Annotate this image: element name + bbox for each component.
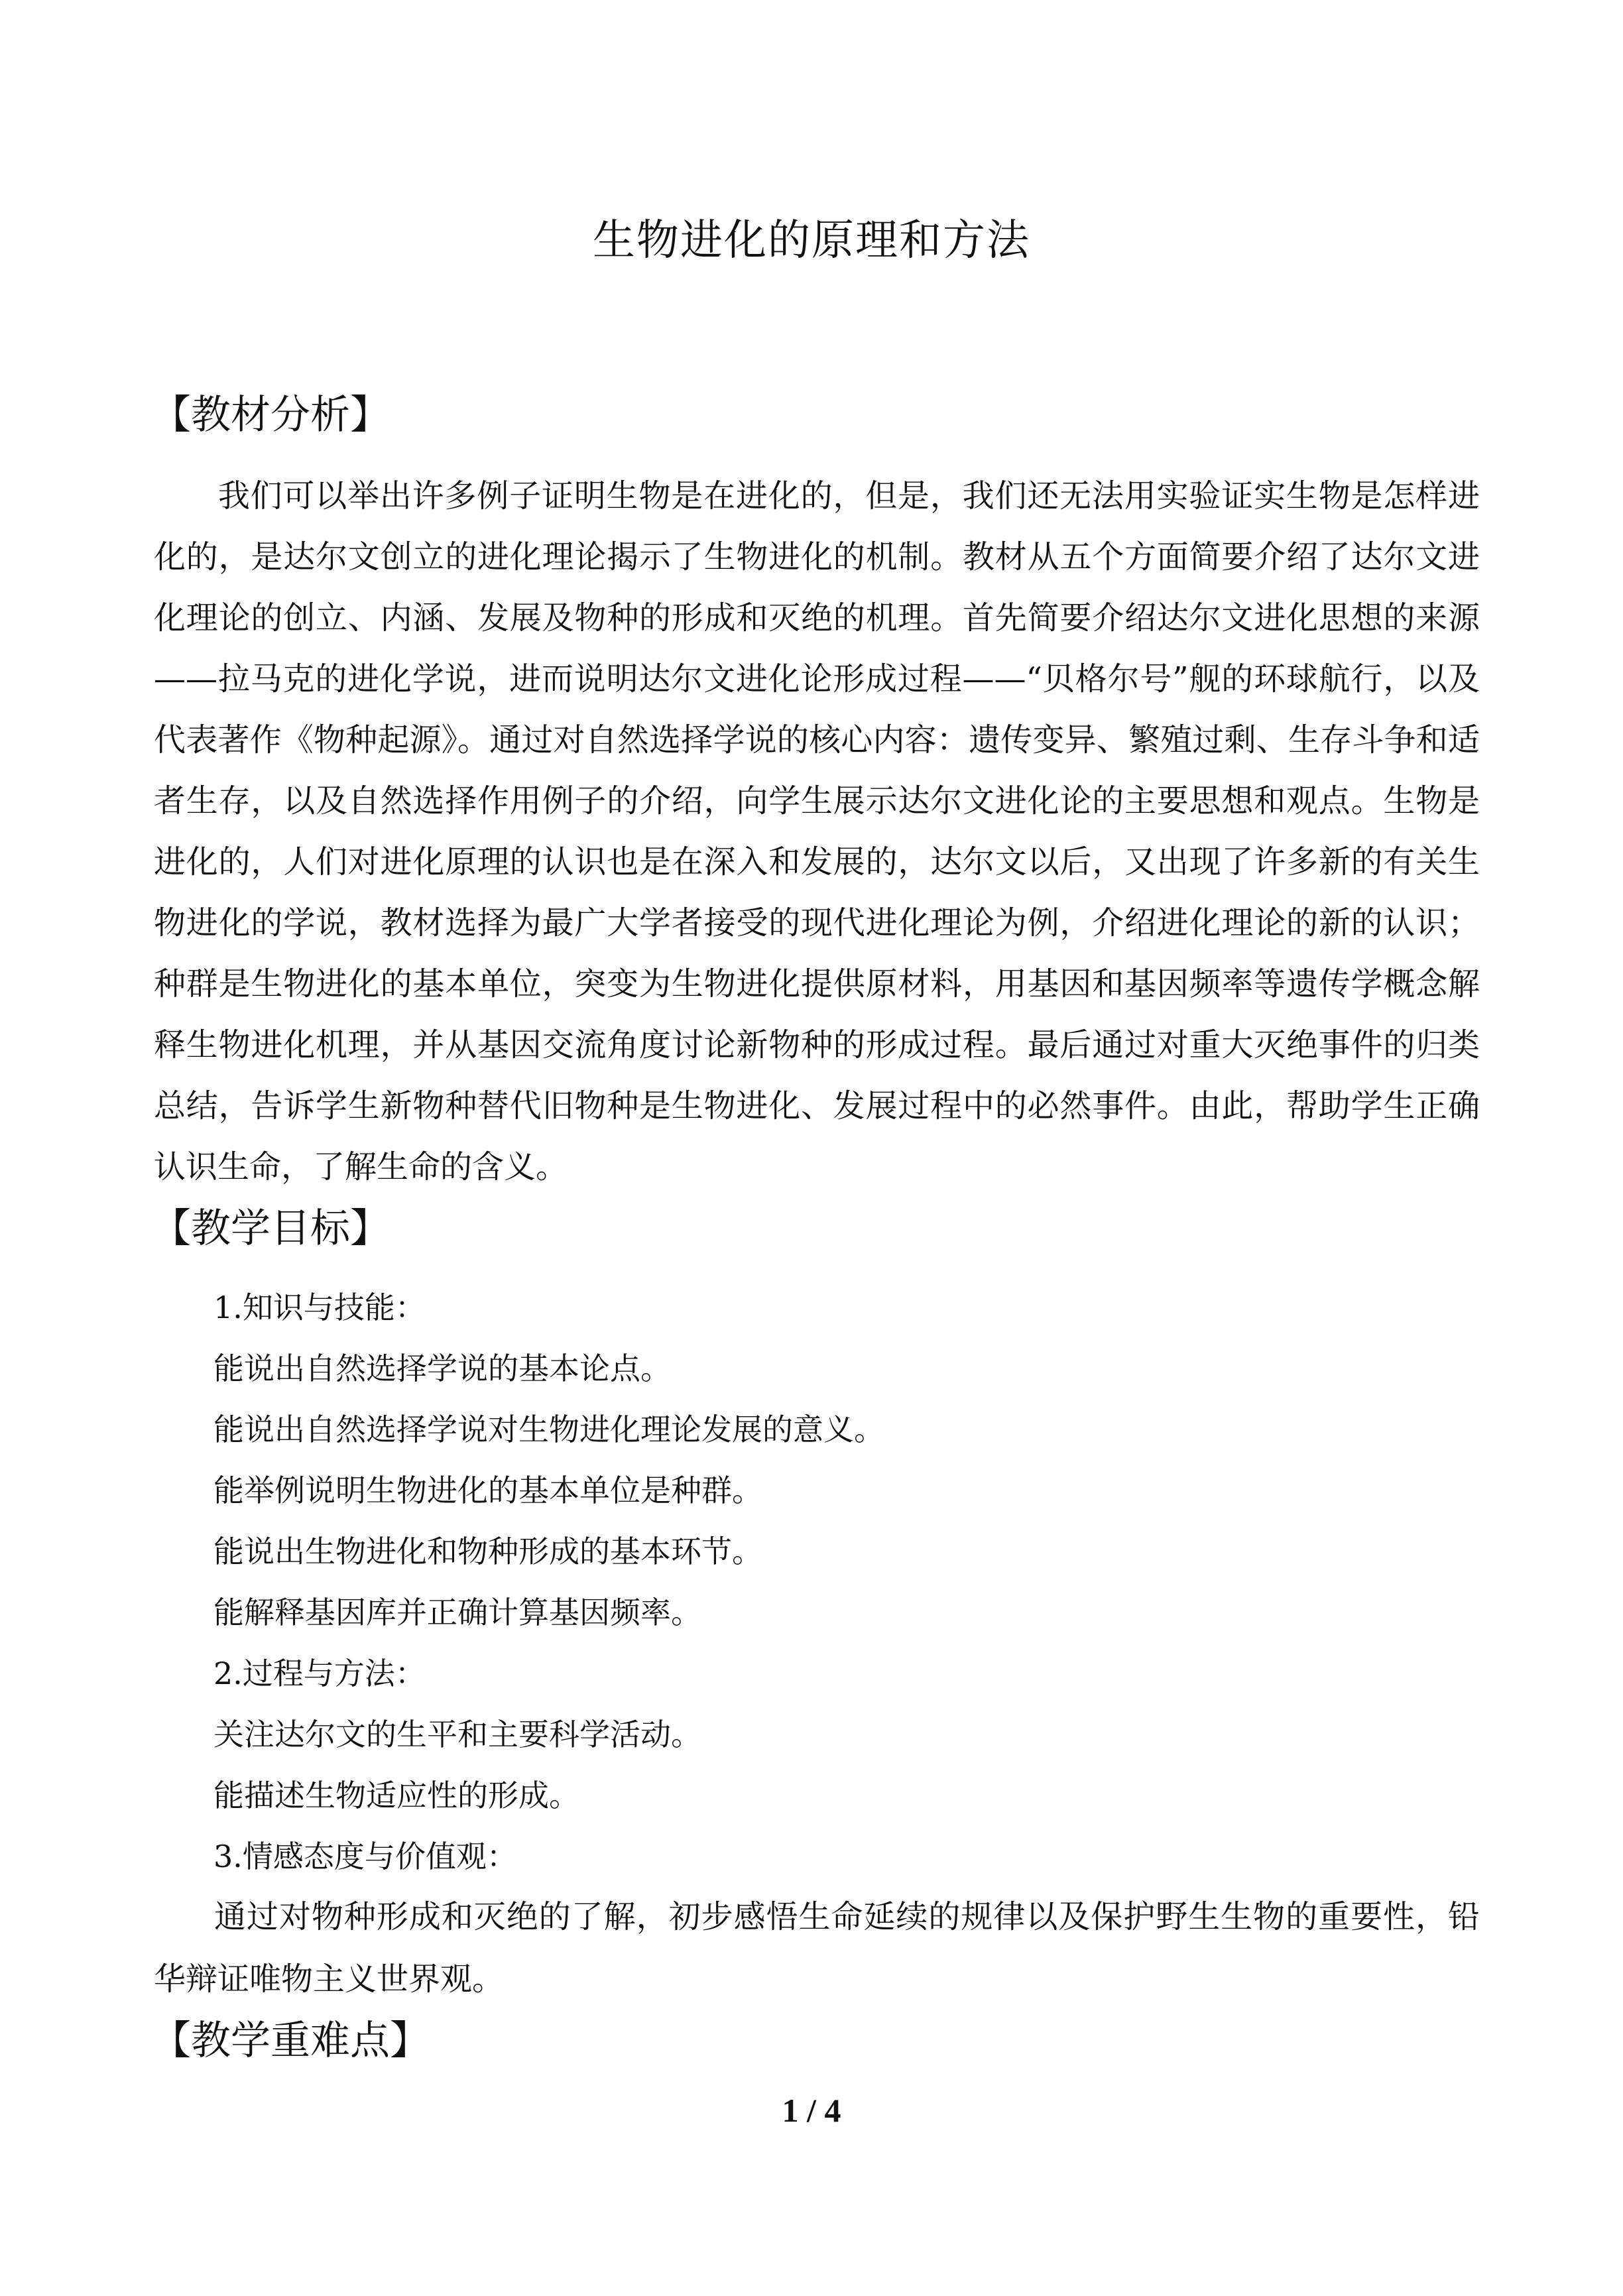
analysis-paragraph: [154, 465, 1480, 1197]
objective-item: 1.知识与技能：: [213, 1290, 426, 1325]
objective-item: 能说出自然选择学说对生物进化理论发展的意义。: [213, 1412, 884, 1447]
page-number: 1 / 4: [782, 2092, 841, 2129]
objective-item: 能说出自然选择学说的基本论点。: [213, 1351, 671, 1386]
section-heading-analysis: 【教材分析】: [151, 392, 390, 438]
document-title: 生物进化的原理和方法: [593, 216, 1030, 265]
objective-item: 能说出生物进化和物种形成的基本环节。: [213, 1534, 762, 1569]
section-heading-key-points: 【教学重难点】: [151, 2018, 430, 2064]
objective-item: 关注达尔文的生平和主要科学活动。: [213, 1717, 701, 1752]
objective-item: 2.过程与方法：: [213, 1656, 426, 1691]
objectives-last-paragraph: [154, 1886, 1480, 2010]
objectives-last-paragraph-text: 通过对物种形成和灭绝的了解，初步感悟生命延续的规律以及保护野生生物的重要性，铅华辩证唯物主义世界观。: [154, 1898, 1480, 1998]
section-heading-objectives: 【教学目标】: [151, 1205, 390, 1252]
objective-item: 能举例说明生物进化的基本单位是种群。: [213, 1473, 762, 1508]
analysis-paragraph-text: 我们可以举出许多例子证明生物是在进化的，但是，我们还无法用实验证实生物是怎样进化的，是达尔文创立的进化理论揭示了生物进化的机制。教材从五个方面简要介绍了达尔文进化理论的创立、内涵、发展及物种的形成和灭绝的机理。首先简要介绍达尔文进化思想的来源——拉马克的进化学说，进而说明达尔文进化论形成过程——“贝格尔号”舰的环球航行，以及代表著作《物种起源》。通过对自然选择学说的核心内容：遗传变异、繁殖过剩、生存斗争和适者生存，以及自然选择作用例子的介绍，向学生展示达尔文进化论的主要思想和观点。生物是进化的，人们对进化原理的认识也是在深入和发展的，达尔文以后，又出现了许多新的有关生物进化的学说，教材选择为最广大学者接受的现代进化理论为例，介绍进化理论的新的认识；种群是生物进化的基本单位，突变为生物进化提供原材料，用基因和基因频率等遗传学概念解释生物进化机理，并从基因交流角度讨论新物种的形成过程。最后通过对重大灭绝事件的归类总结，告诉学生新物种替代旧物种是生物进化、发展过程中的必然事件。由此，帮助学生正确认识生命，了解生命的含义。: [154, 477, 1480, 1185]
objective-item: 能解释基因库并正确计算基因频率。: [213, 1595, 701, 1630]
objective-item: 3.情感态度与价值观：: [213, 1839, 517, 1874]
objective-item: 能描述生物适应性的形成。: [213, 1778, 579, 1813]
